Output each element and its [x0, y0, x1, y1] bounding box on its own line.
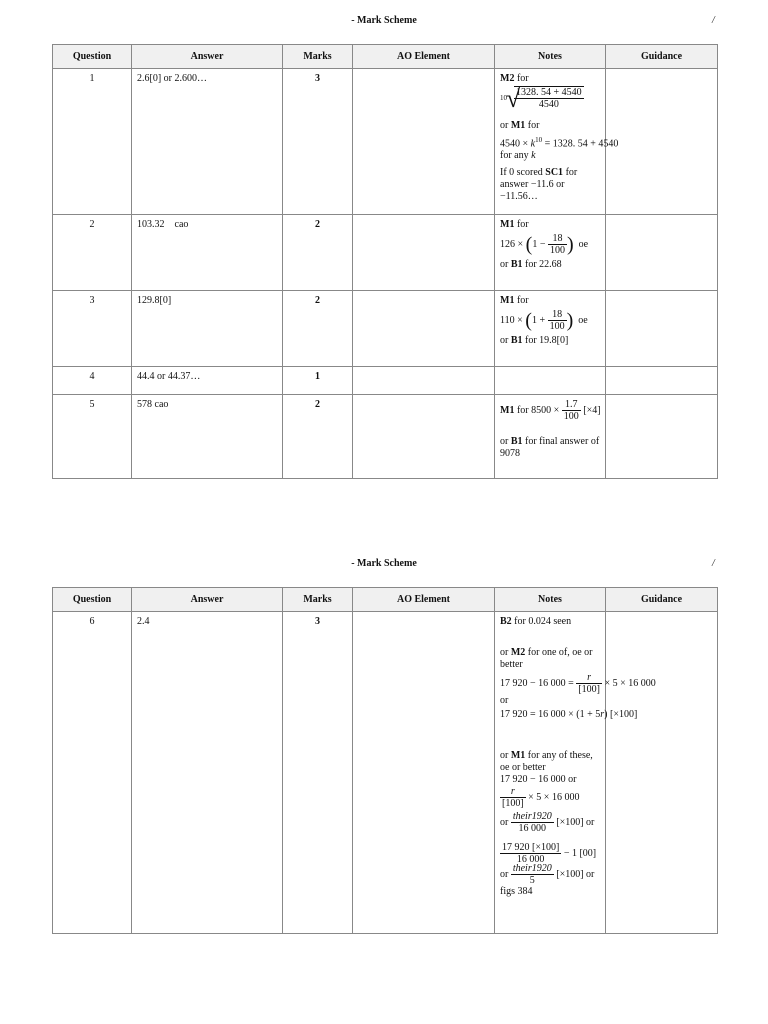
ao-element-cell — [353, 291, 495, 367]
guidance-cell — [606, 215, 718, 291]
col-ao-element: AO Element — [353, 45, 495, 69]
table-row — [53, 215, 718, 291]
note-m1: M1 for — [500, 219, 529, 230]
ao-element-cell — [353, 612, 495, 934]
guidance-cell — [606, 612, 718, 934]
note-m1: or M1 for — [500, 120, 540, 131]
answer-cell: 129.8[0] — [132, 291, 283, 367]
question-number: 4 — [53, 367, 132, 395]
note-m1-line-6: figs 384 — [500, 886, 533, 897]
note-m1: M1 for — [500, 295, 529, 306]
question-number: 6 — [53, 612, 132, 934]
marks-cell: 3 — [283, 612, 353, 934]
page1-header — [0, 15, 768, 29]
col-guidance: Guidance — [606, 588, 718, 612]
col-question: Question — [53, 588, 132, 612]
notes-cell — [495, 69, 619, 215]
table-row — [53, 291, 718, 367]
notes-cell — [495, 367, 606, 395]
notes-cell — [495, 291, 606, 367]
answer-cell: 2.6[0] or 2.600… — [132, 69, 283, 215]
page2-slash: / — [712, 558, 715, 569]
note-m1-line-1: 17 920 − 16 000 or — [500, 774, 577, 785]
ao-element-cell — [353, 367, 495, 395]
col-marks: Marks — [283, 588, 353, 612]
guidance-cell — [606, 291, 718, 367]
note-sc1: If 0 scored SC1 for answer −11.6 or −11.56… — [500, 167, 578, 203]
note-m1-equation: $4540 \times k^{10} = 1328$. 54 + 4540 — [500, 136, 619, 150]
ao-element-cell — [353, 395, 495, 479]
note-expression: 126 × (1 − $\frac{18}{100}$ ) oe — [500, 233, 589, 256]
note-m2: M2 for — [500, 73, 529, 84]
page1-slash: / — [712, 15, 715, 26]
question-number: 1 — [53, 69, 132, 215]
page2-mark-table — [52, 587, 718, 934]
question-number: 3 — [53, 291, 132, 367]
note-root-expression: 10 √ $\frac{1328. 54 + 4540}{4540}$ — [500, 84, 582, 113]
answer-cell: 44.4 or 44.37… — [132, 367, 283, 395]
page1-mark-table — [52, 44, 718, 479]
table-row — [53, 69, 718, 215]
note-expression: 110 × (1 + $\frac{18}{100}$ ) oe — [500, 309, 588, 332]
col-ao-element: AO Element — [353, 588, 495, 612]
question-number: 2 — [53, 215, 132, 291]
note-m2-equation-1: 17 920 − 16 000 = $\frac{r}{[100]}$ × 5 × 16 000 — [500, 672, 656, 695]
ao-element-cell — [353, 215, 495, 291]
note-b2: B2 for 0.024 seen — [500, 616, 572, 627]
col-answer: Answer — [132, 45, 283, 69]
note-m2-equation-2: 17 920 = 16 000 × (1 + 5r) [×100] — [500, 709, 638, 720]
answer-cell: 103.32 cao — [132, 215, 283, 291]
note-m2: or M2 for one of, oe or better — [500, 647, 593, 670]
guidance-cell — [606, 395, 718, 479]
note-b1: or B1 for 22.68 — [500, 259, 562, 270]
note-m1: or M1 for any of these, oe or better — [500, 750, 593, 773]
answer-cell: 578 cao — [132, 395, 283, 479]
page1-title: - Mark Scheme — [351, 15, 417, 26]
ao-element-cell — [353, 69, 495, 215]
guidance-cell — [606, 69, 718, 215]
notes-cell — [495, 215, 606, 291]
note-m1-line-5: or $\frac{\text{their1920}}{5}$ [×100] or — [500, 863, 595, 886]
answer-cell: 2.4 — [132, 612, 283, 934]
guidance-cell — [606, 367, 718, 395]
page2-title: - Mark Scheme — [351, 558, 417, 569]
col-marks: Marks — [283, 45, 353, 69]
marks-cell: 2 — [283, 291, 353, 367]
note-m1-line-3: or $\frac{\text{their1920}}{16 000}$ [×100] or — [500, 811, 595, 834]
page2-header — [0, 558, 768, 572]
note-any-k: for any k — [500, 150, 536, 162]
marks-cell: 1 — [283, 367, 353, 395]
col-notes: Notes — [495, 45, 606, 69]
col-notes: Notes — [495, 588, 606, 612]
notes-cell — [495, 612, 656, 934]
note-m1-line-2: $\frac{r}{[100]}$ × 5 × 16 000 — [502, 786, 580, 809]
note-m1: M1 for 8500 × $\frac{1.7}{100}$ [×4] — [500, 399, 601, 422]
marks-cell: 2 — [283, 395, 353, 479]
note-b1: or B1 for 19.8[0] — [500, 335, 569, 346]
note-b1: or B1 for final answer of 9078 — [500, 436, 600, 459]
question-number: 5 — [53, 395, 132, 479]
col-guidance: Guidance — [606, 45, 718, 69]
marks-cell: 3 — [283, 69, 353, 215]
marks-cell: 2 — [283, 215, 353, 291]
table-row — [53, 395, 718, 479]
table-header-row — [53, 588, 718, 612]
col-answer: Answer — [132, 588, 283, 612]
table-row — [53, 612, 718, 934]
table-header-row — [53, 45, 718, 69]
col-question: Question — [53, 45, 132, 69]
note-or: or — [500, 695, 509, 706]
table-row — [53, 367, 718, 395]
notes-cell — [495, 395, 606, 479]
note-m1-line-4: $\frac{17 920 [\times 100]}{16 000}$ − 1 [00] — [502, 842, 597, 865]
